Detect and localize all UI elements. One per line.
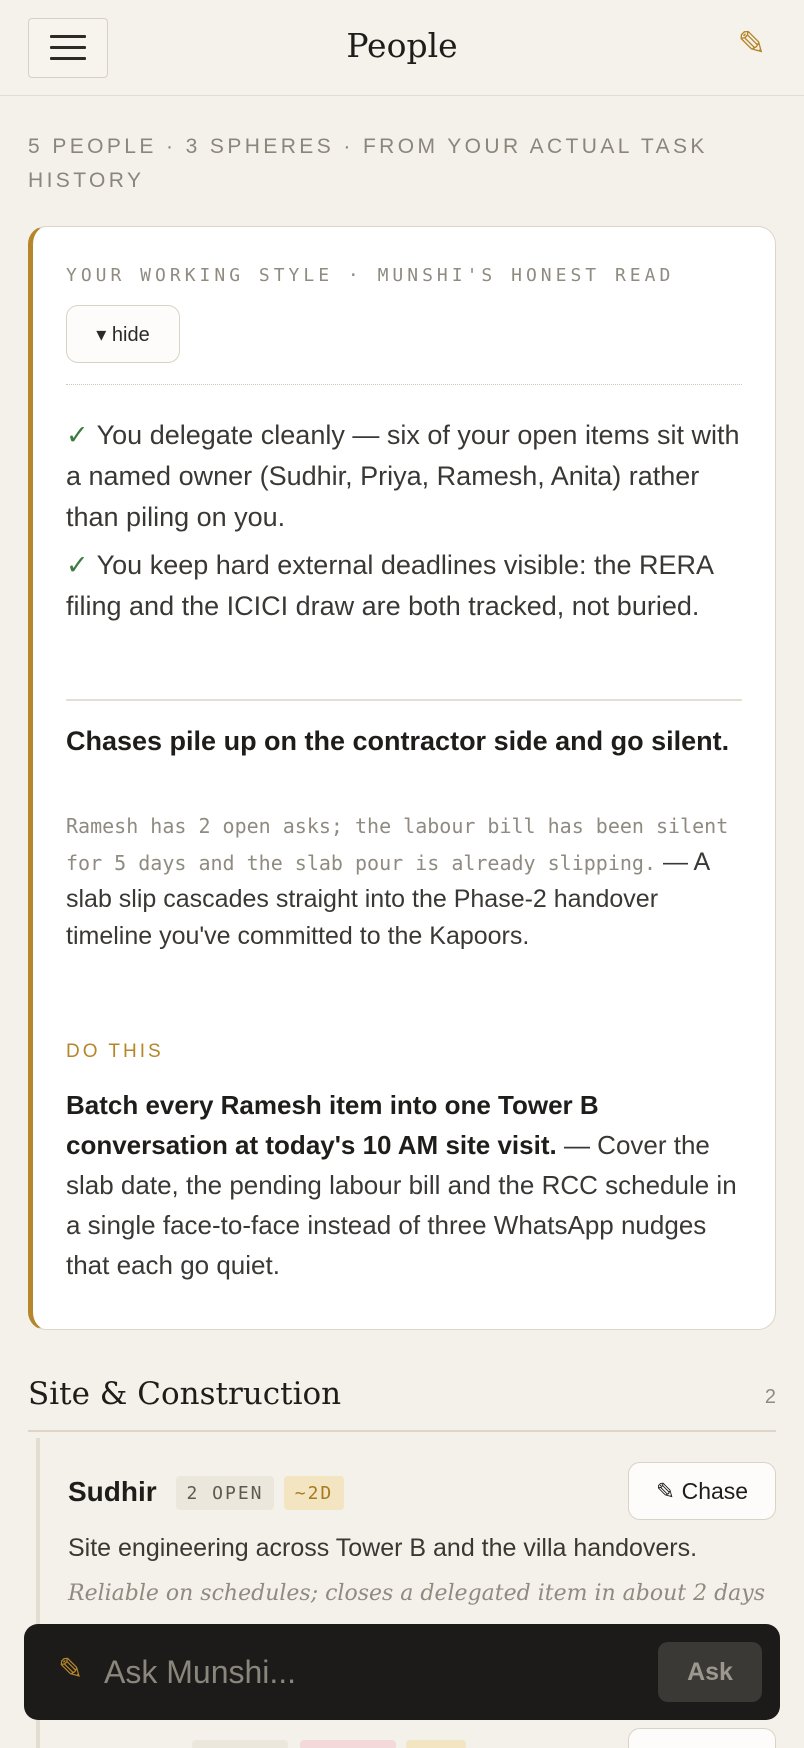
section-title: Site & Construction <box>28 1376 342 1412</box>
person-role: Site engineering across Tower B and the villa handovers. <box>68 1534 698 1562</box>
ask-input[interactable] <box>104 1642 664 1702</box>
open-count-badge: 2 OPEN <box>176 1476 274 1510</box>
next-person-badge <box>406 1740 466 1748</box>
next-person-badge <box>300 1740 396 1748</box>
divider <box>66 699 742 701</box>
check-icon: ✓ <box>66 420 89 450</box>
next-person-badge <box>192 1740 288 1748</box>
ask-bar <box>24 1624 780 1720</box>
chase-button[interactable]: ✎ Chase <box>628 1462 776 1520</box>
top-bar <box>0 0 804 96</box>
section-header <box>28 1370 776 1432</box>
section-count: 2 <box>764 1386 776 1408</box>
pencil-icon: ✎ <box>58 1653 84 1686</box>
person-name: Sudhir <box>68 1476 157 1507</box>
next-chase-button[interactable] <box>628 1728 776 1748</box>
do-this-detail: — Cover the slab date, the pending labour bill and the RCC schedule in a single face-to-face instead of three WhatsApp nudges that each go quiet. <box>66 1130 737 1280</box>
hide-button[interactable]: ▾ hide <box>66 305 180 363</box>
strength-item <box>66 545 742 627</box>
page-title: People <box>346 26 458 65</box>
insight-evidence: Ramesh has 2 open asks; the labour bill has been silent for 5 days and the slab pour is already slipping. <box>66 814 729 875</box>
do-this-action: Batch every Ramesh item into one Tower B conversation at today's 10 AM site visit. <box>66 1090 599 1160</box>
insight-consequence: — A slab slip cascades straight into the Phase-2 handover timeline you've committed to the Kapoors. <box>66 848 709 950</box>
working-style-card <box>28 226 776 1330</box>
pencil-icon[interactable]: ✎ <box>737 25 766 63</box>
check-icon: ✓ <box>66 550 89 580</box>
person-note: Reliable on schedules; closes a delegated item in about 2 days <box>68 1581 766 1606</box>
do-this-text <box>66 1085 742 1285</box>
strength-item <box>66 415 742 538</box>
insight-body <box>66 807 742 955</box>
people-summary: 5 PEOPLE · 3 SPHERES · FROM YOUR ACTUAL TASK HISTORY <box>28 135 708 192</box>
strength-text: You delegate cleanly — six of your open items sit with a named owner (Sudhir, Priya, Ramesh, Anita) rather than piling on you. <box>66 420 740 532</box>
divider <box>66 384 742 385</box>
age-badge: ~2D <box>284 1476 344 1510</box>
do-this-label: DO THIS <box>66 1041 164 1062</box>
strength-text: You keep hard external deadlines visible: the RERA filing and the ICICI draw are both tracked, not buried. <box>66 550 713 621</box>
ask-button[interactable]: Ask <box>658 1642 762 1702</box>
insight-title: Chases pile up on the contractor side and go silent. <box>66 726 730 756</box>
working-style-label: YOUR WORKING STYLE · MUNSHI'S HONEST READ <box>66 265 675 286</box>
